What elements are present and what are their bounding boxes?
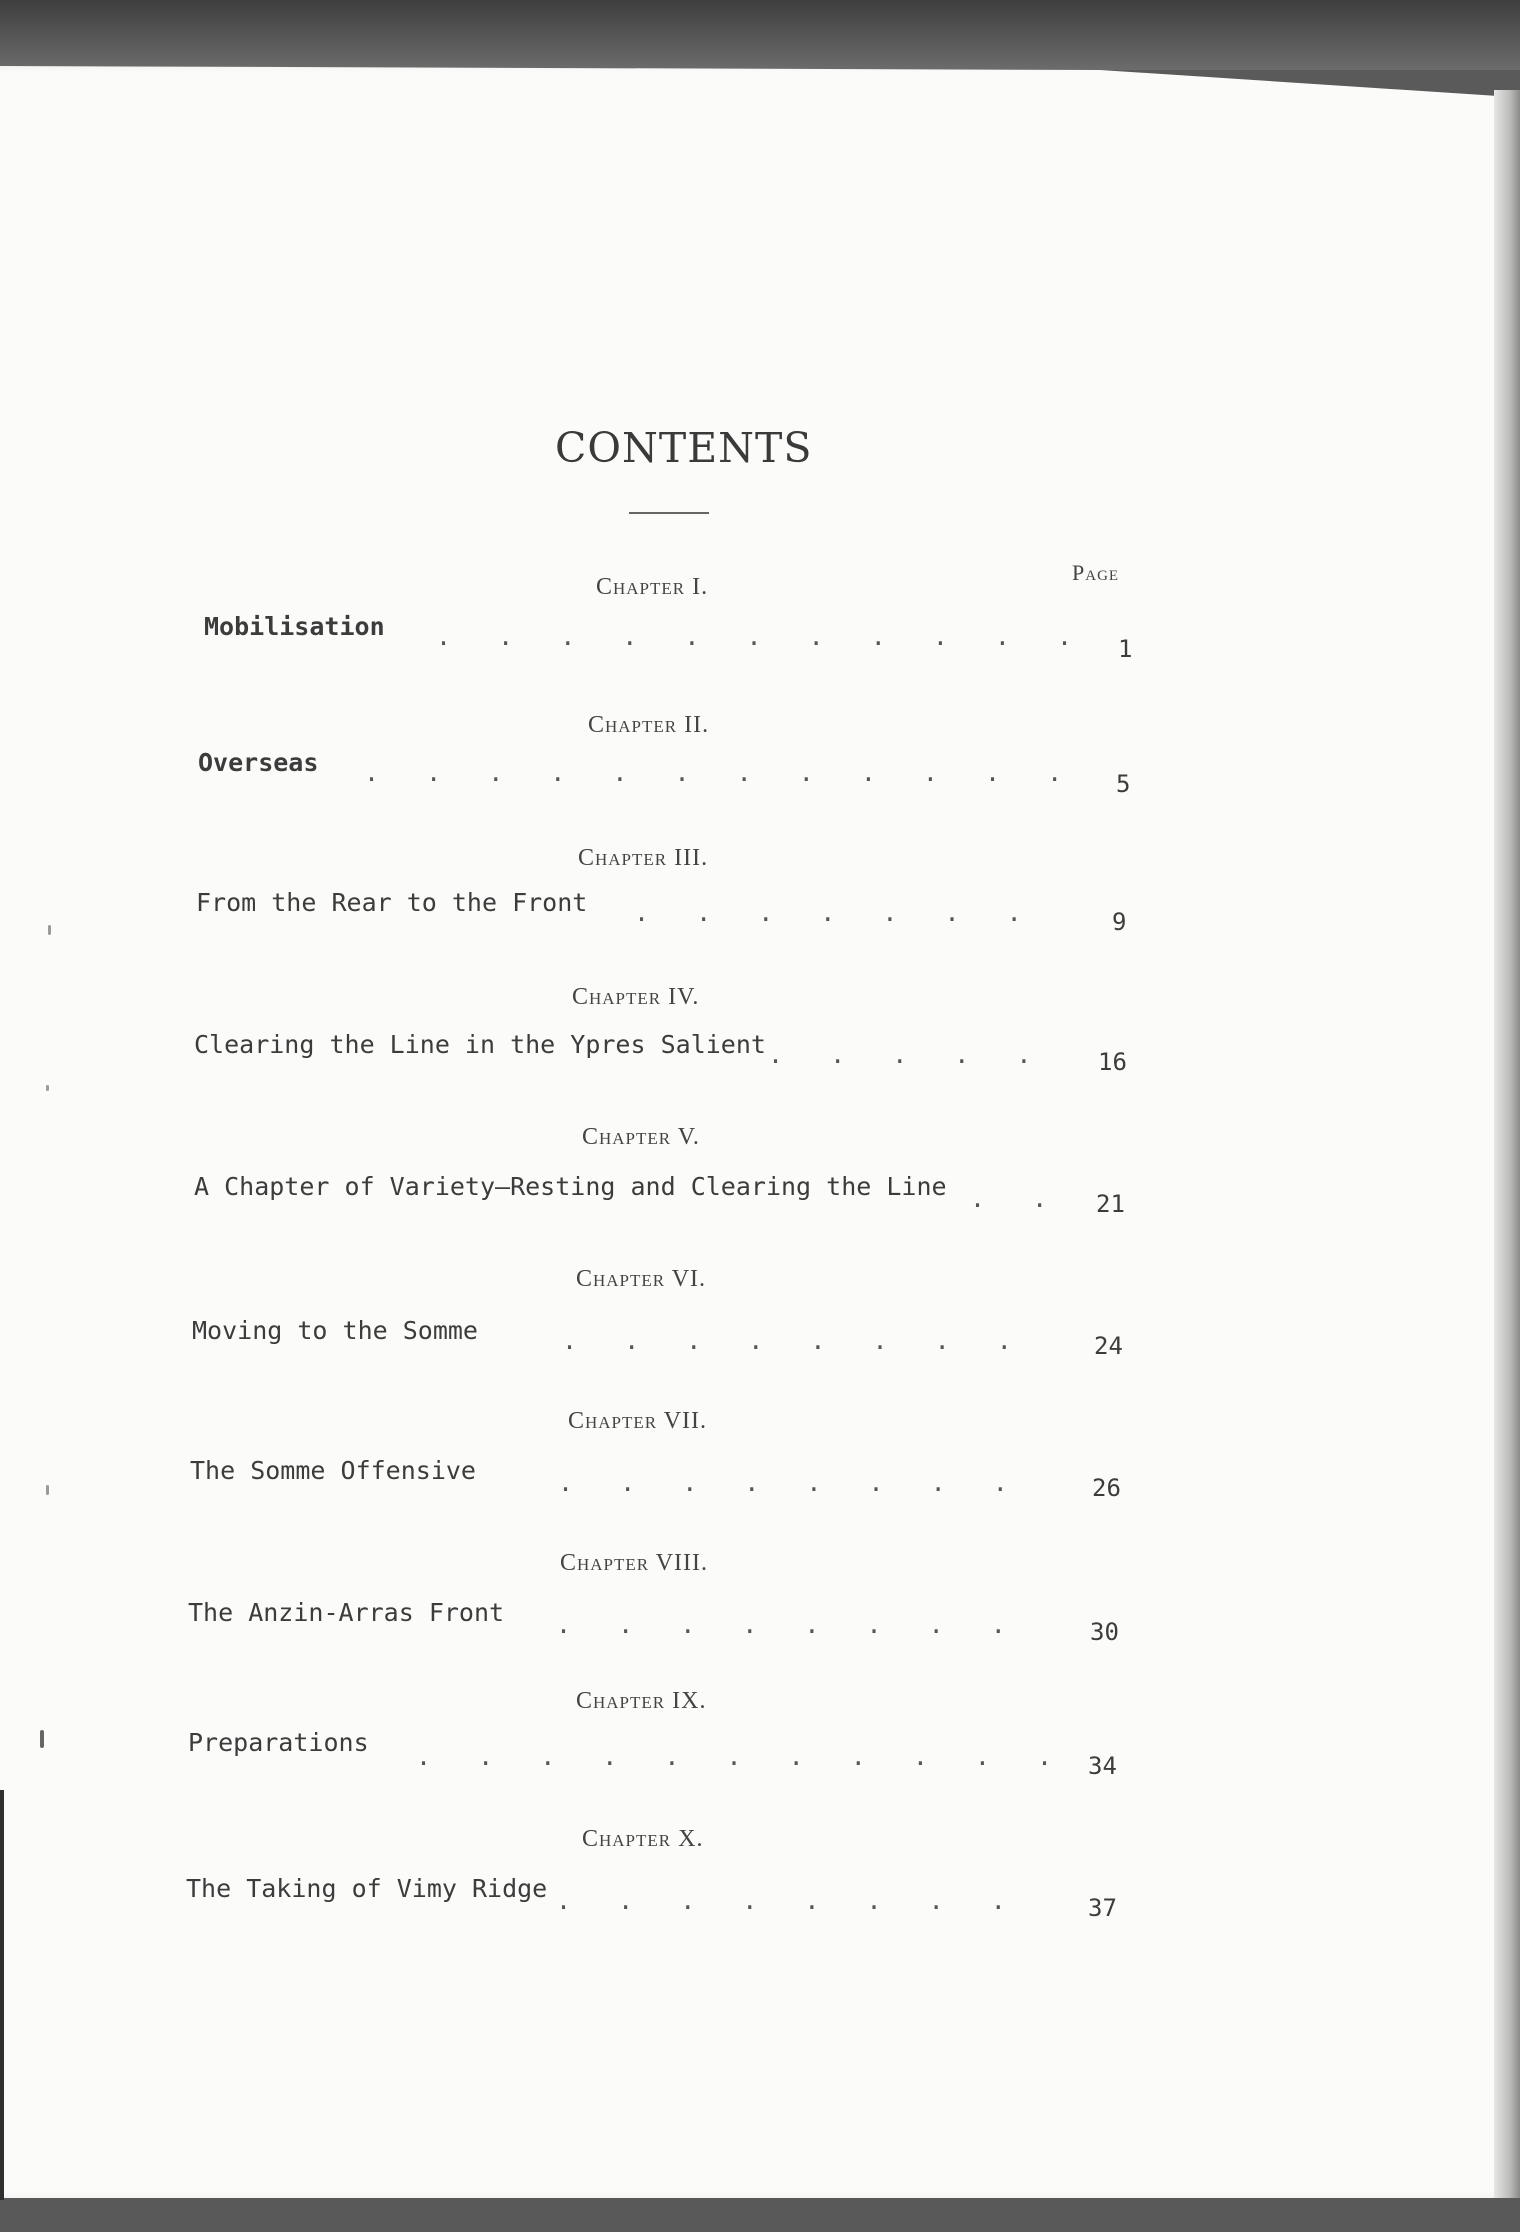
dot-leader: . . . . . . . . — [556, 1886, 1022, 1915]
chapter-heading: Chapter VIII. — [560, 1550, 708, 1576]
page-edge — [1494, 90, 1520, 2200]
dot-leader: . . . . . . . . . . . . — [364, 758, 1079, 787]
chapter-heading: Chapter III. — [578, 845, 709, 871]
chapter-heading: Chapter VI. — [576, 1266, 707, 1292]
paper-speck — [48, 925, 51, 935]
chapter-title: Overseas — [198, 748, 319, 777]
chapter-heading: Chapter II. — [588, 712, 710, 738]
title-rule — [629, 512, 709, 514]
chapter-heading: Chapter V. — [582, 1124, 700, 1150]
chapter-title: From the Rear to the Front — [196, 888, 588, 917]
dot-leader: . . — [970, 1184, 1064, 1213]
chapter-heading: Chapter I. — [596, 574, 709, 600]
chapter-title: Clearing the Line in the Ypres Salient — [194, 1030, 766, 1059]
dot-leader: . . . . . — [768, 1040, 1048, 1069]
page-number: 16 — [1098, 1048, 1127, 1076]
chapter-title: The Anzin-Arras Front — [188, 1598, 505, 1627]
page-column-label: Page — [1072, 560, 1120, 585]
chapter-title: Mobilisation — [204, 612, 385, 641]
dot-leader: . . . . . . . . — [556, 1610, 1022, 1639]
page-number: 5 — [1116, 770, 1131, 798]
binding-shadow — [0, 1790, 4, 2200]
scanner-background-top — [0, 0, 1520, 70]
scanner-background-bottom — [0, 2198, 1520, 2232]
chapter-title: Moving to the Somme — [192, 1316, 478, 1345]
page-number: 9 — [1112, 908, 1127, 936]
chapter-title: Preparations — [188, 1728, 369, 1757]
page-number: 21 — [1096, 1190, 1125, 1218]
page-title: CONTENTS — [555, 424, 813, 472]
chapter-title: The Taking of Vimy Ridge — [186, 1874, 548, 1903]
dot-leader: . . . . . . . . — [558, 1468, 1024, 1497]
paper-speck — [40, 1730, 44, 1748]
page-number: 26 — [1092, 1474, 1121, 1502]
chapter-title: A Chapter of Variety—Resting and Clearing the Line — [194, 1172, 947, 1201]
dot-leader: . . . . . . . — [634, 898, 1038, 927]
chapter-heading: Chapter IX. — [576, 1688, 707, 1714]
page-number: 37 — [1088, 1894, 1117, 1922]
chapter-heading: Chapter X. — [582, 1826, 704, 1852]
page-number: 30 — [1090, 1618, 1119, 1646]
paper-speck — [46, 1485, 49, 1495]
dot-leader: . . . . . . . . . . . — [436, 622, 1089, 651]
chapter-heading: Chapter VII. — [568, 1408, 708, 1434]
chapter-title: The Somme Offensive — [190, 1456, 476, 1485]
page-number: 1 — [1118, 635, 1133, 663]
dot-leader: . . . . . . . . — [562, 1326, 1028, 1355]
page-number: 34 — [1088, 1752, 1117, 1780]
page-number: 24 — [1094, 1332, 1123, 1360]
paper-speck — [46, 1085, 49, 1091]
dot-leader: . . . . . . . . . . . — [416, 1742, 1069, 1771]
chapter-heading: Chapter IV. — [572, 984, 700, 1010]
